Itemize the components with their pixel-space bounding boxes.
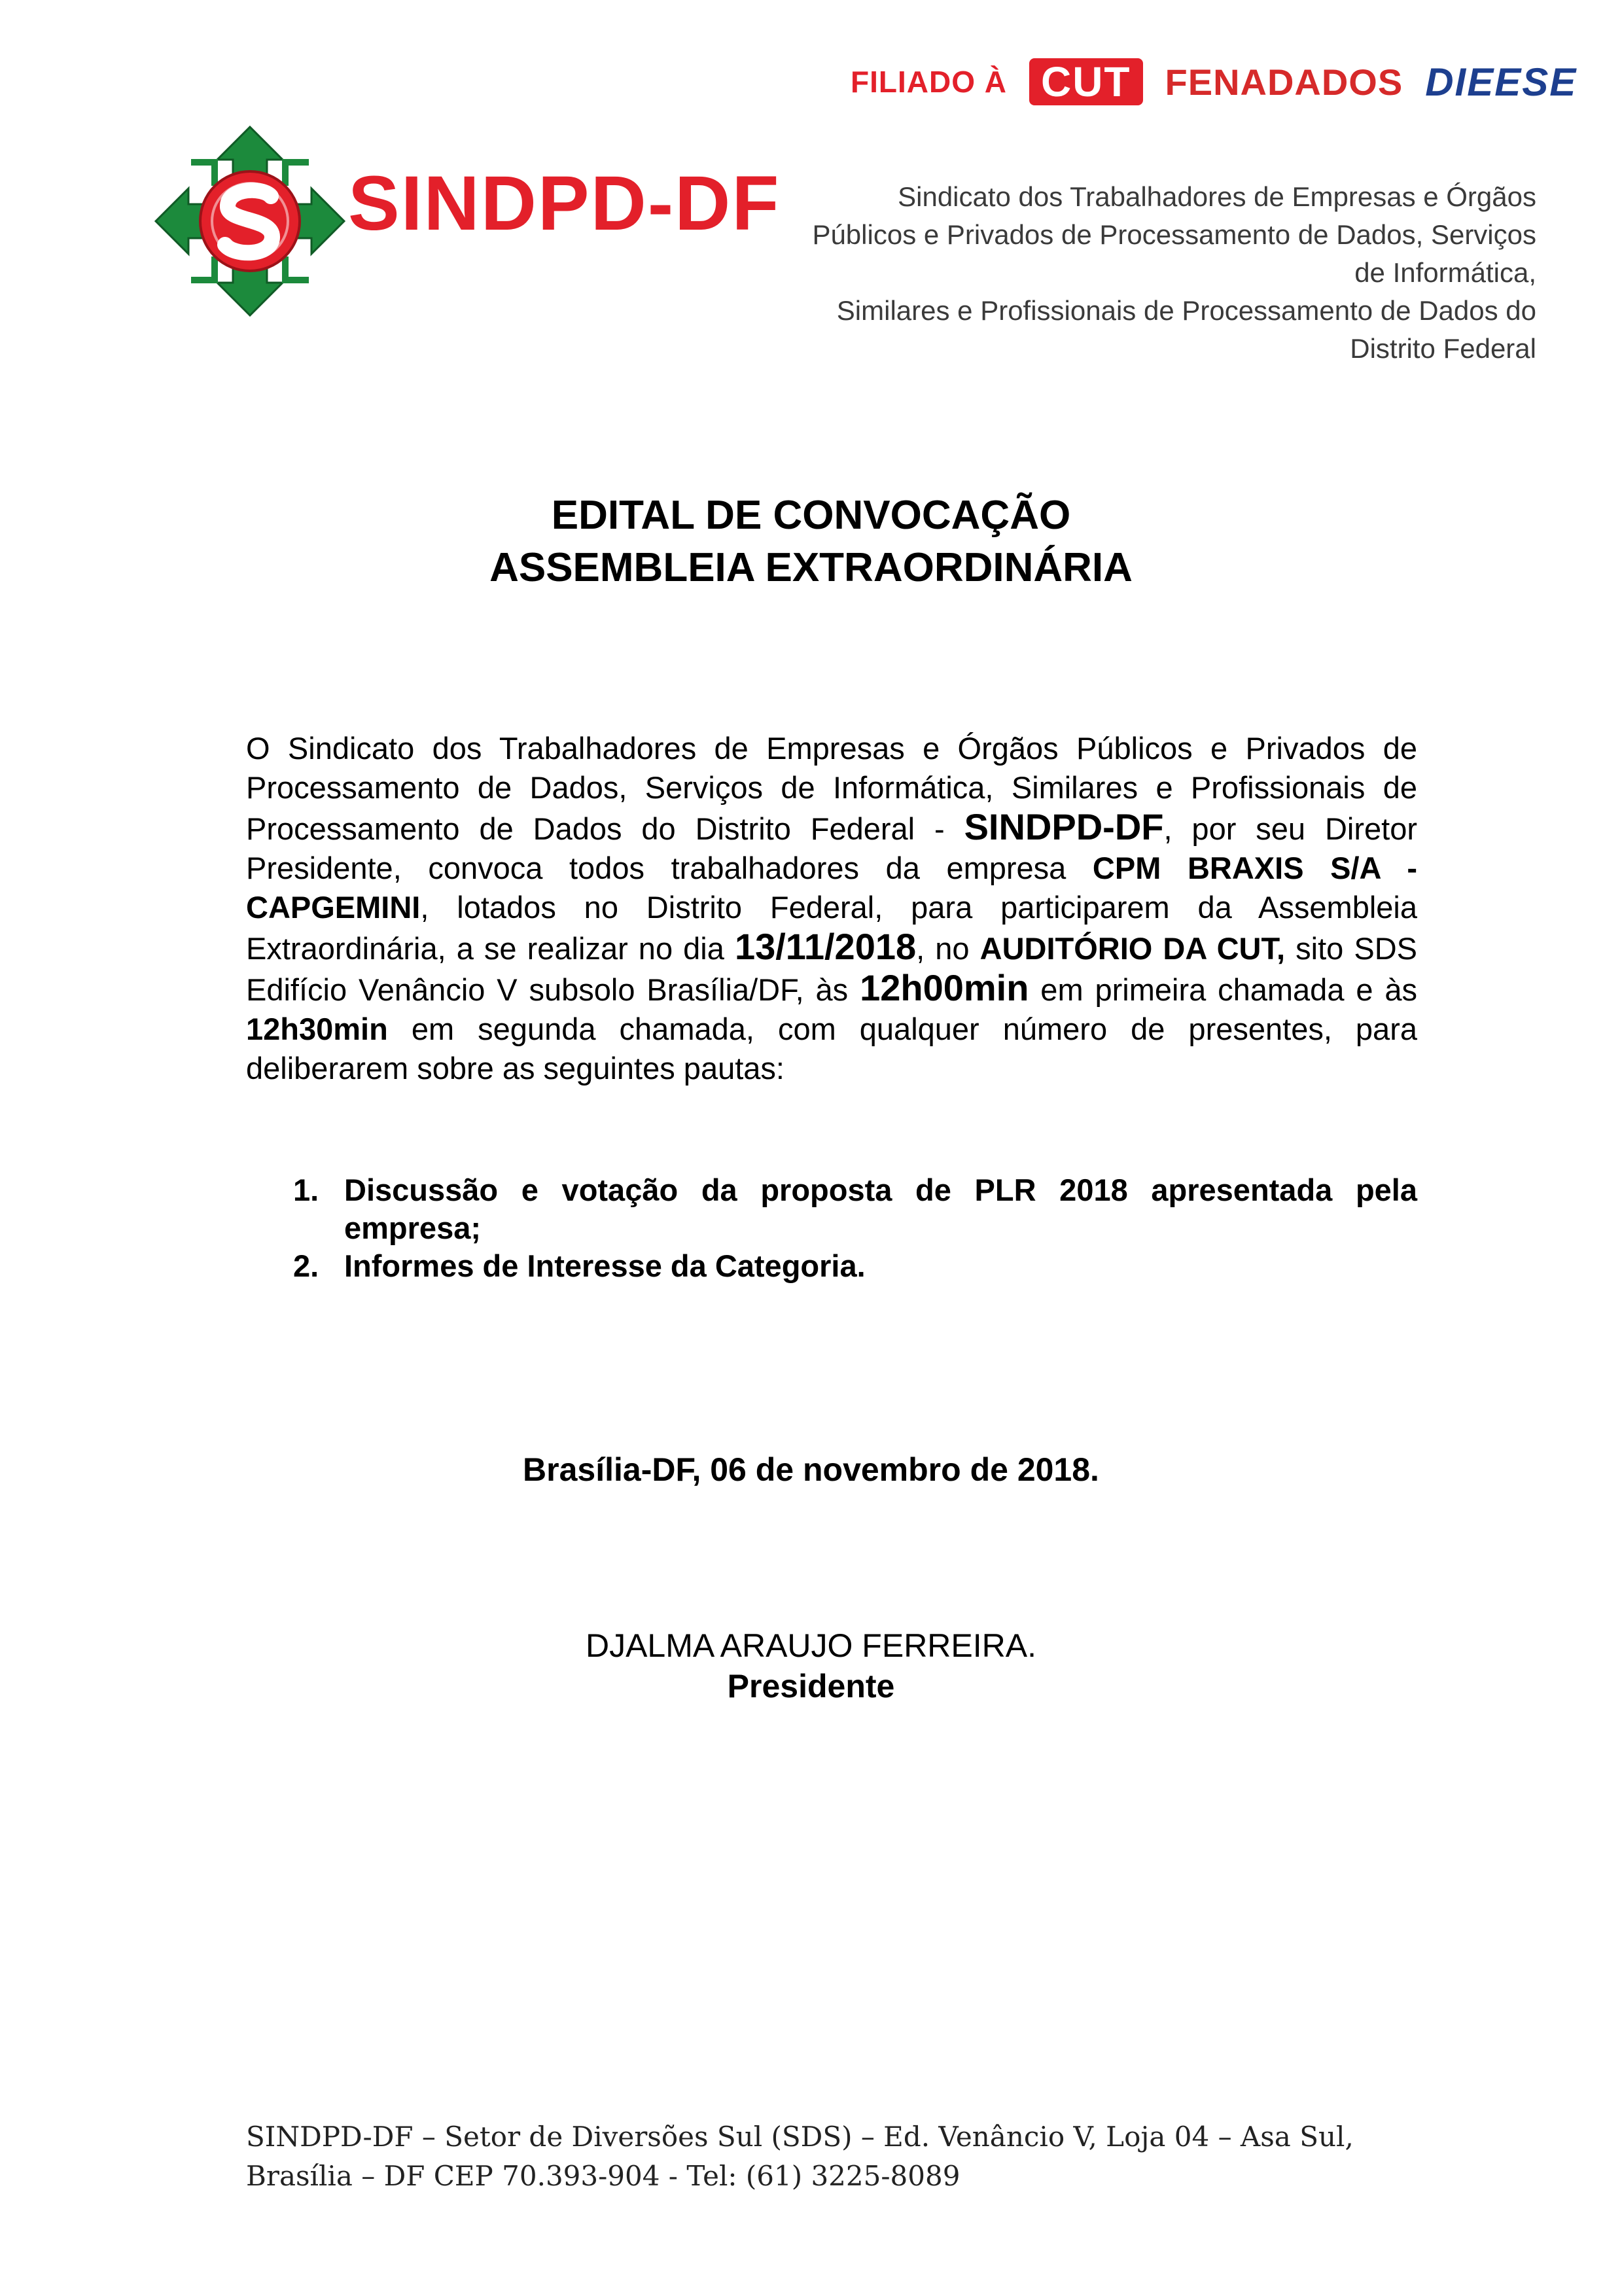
agenda-list bbox=[293, 1171, 1417, 1285]
organization-name: SINDPD-DF bbox=[964, 806, 1164, 847]
venue-name: AUDITÓRIO DA CUT, bbox=[979, 931, 1286, 966]
agenda-item bbox=[293, 1171, 1417, 1247]
assembly-date: 13/11/2018 bbox=[734, 926, 917, 967]
body-text-segment: , lotados no Distrito Federal, para participarem da Assembleia Extraordinária, a se realizar no dia bbox=[246, 890, 1417, 966]
fenadados-logo: FENADADOS bbox=[1165, 61, 1403, 103]
affiliation-label: FILIADO À bbox=[851, 65, 1007, 99]
body-text-segment: O Sindicato dos Trabalhadores de Empresas e Órgãos Públicos e Privados de Processamento de Dados, Serviços de Informática, Similares e Profissionais de Processamento de Dados do Distrito Federal - bbox=[246, 731, 1417, 846]
union-name-line: Similares e Profissionais de Processamento de Dados do Distrito Federal bbox=[836, 295, 1536, 364]
place-and-date: Brasília-DF, 06 de novembro de 2018. bbox=[523, 1451, 1099, 1488]
body-text-segment: , no bbox=[916, 931, 980, 966]
agenda-item-text: Informes de Interesse da Categoria. bbox=[344, 1248, 866, 1283]
first-call-time: 12h00min bbox=[860, 967, 1029, 1008]
body-text-segment: em segunda chamada, com qualquer número de presentes, para deliberarem sobre as seguintes pautas: bbox=[246, 1012, 1417, 1086]
signer-role: Presidente bbox=[727, 1668, 895, 1704]
agenda-item-number: 2. bbox=[293, 1248, 319, 1283]
company-name: CPM BRAXIS S/A - CAPGEMINI bbox=[246, 851, 1417, 925]
footer-address bbox=[246, 2117, 1489, 2196]
letterhead bbox=[0, 0, 1622, 364]
agenda-item bbox=[293, 1247, 1417, 1285]
document-title: EDITAL DE CONVOCAÇÃO bbox=[551, 493, 1071, 538]
body-text-segment: sito SDS Edifício Venâncio V subsolo Brasília/DF, às bbox=[246, 931, 1417, 1007]
document-subtitle: ASSEMBLEIA EXTRAORDINÁRIA bbox=[489, 545, 1133, 590]
footer-line: SINDPD-DF – Setor de Diversões Sul (SDS) – Ed. Venâncio V, Loja 04 – Asa Sul, bbox=[246, 2121, 1354, 2153]
second-call-time: 12h30min bbox=[246, 1012, 388, 1046]
sindpd-emblem-icon bbox=[152, 123, 348, 319]
body-text-segment: , por seu Diretor Presidente, convoca todos trabalhadores da empresa bbox=[246, 811, 1417, 885]
union-full-name bbox=[785, 178, 1536, 368]
dieese-logo: DIEESE bbox=[1425, 60, 1578, 104]
footer-line: Brasília – DF CEP 70.393-904 - Tel: (61) 3225-8089 bbox=[246, 2160, 961, 2192]
signer-name: DJALMA ARAUJO FERREIRA. bbox=[585, 1627, 1037, 1664]
brand-name: SINDPD-DF bbox=[348, 160, 781, 247]
affiliation-bar bbox=[851, 52, 1577, 111]
agenda-item-number: 1. bbox=[293, 1173, 319, 1207]
agenda-item-text: Discussão e votação da proposta de PLR 2018 apresentada pela empresa; bbox=[344, 1173, 1417, 1245]
union-name-line: Sindicato dos Trabalhadores de Empresas e Órgãos bbox=[898, 181, 1536, 212]
union-name-line: Públicos e Privados de Processamento de Dados, Serviços de Informática, bbox=[812, 219, 1536, 288]
cut-logo: CUT bbox=[1029, 58, 1143, 105]
convocation-paragraph bbox=[246, 729, 1417, 1088]
body-text-segment: em primeira chamada e às bbox=[1029, 972, 1417, 1007]
